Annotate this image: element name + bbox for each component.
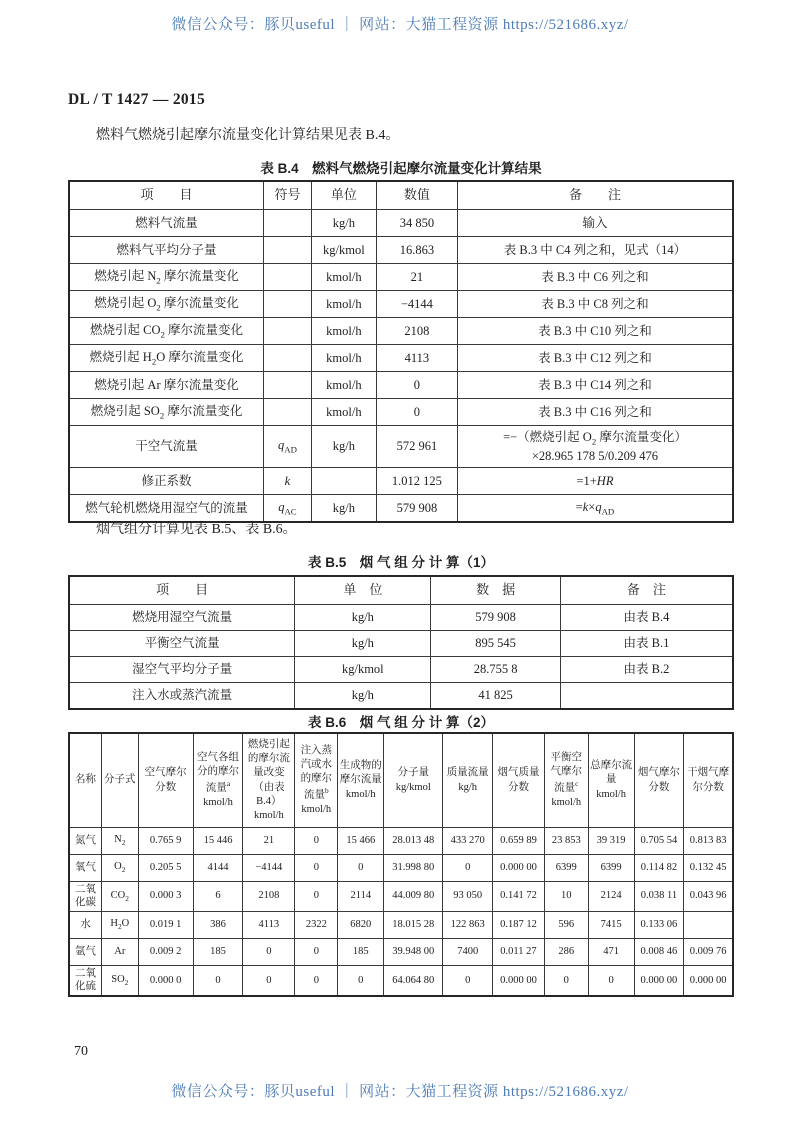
table-cell: 燃烧引起 Ar 摩尔流量变化 [69, 372, 264, 399]
table-cell: 6399 [544, 855, 588, 882]
table-cell: 0.043 96 [684, 882, 733, 912]
column-header: 分子式 [102, 733, 139, 828]
table-cell: kg/h [295, 605, 431, 631]
column-header: 名称 [69, 733, 102, 828]
table-row [69, 495, 733, 523]
table-cell: 23 853 [544, 828, 588, 855]
table-cell: 16.863 [376, 237, 457, 264]
table-cell: 0 [295, 966, 338, 997]
table-cell: 0.765 9 [138, 828, 193, 855]
table-cell: 燃料气平均分子量 [69, 237, 264, 264]
table-cell: 0.038 11 [634, 882, 684, 912]
table-b6 [68, 732, 734, 997]
column-header: 备 注 [560, 576, 733, 605]
table-cell: 0 [544, 966, 588, 997]
table-cell: 燃气轮机燃烧用湿空气的流量 [69, 495, 264, 523]
table-cell: 4144 [193, 855, 243, 882]
table-cell: 895 545 [431, 631, 560, 657]
table-cell: 0 [243, 966, 295, 997]
table-cell: 氩气 [69, 939, 102, 966]
table-cell: 2124 [588, 882, 634, 912]
table-row [69, 912, 733, 939]
table-cell: 579 908 [431, 605, 560, 631]
column-header: 生成物的摩尔流量 kmol/h [338, 733, 384, 828]
table-cell: 93 050 [443, 882, 493, 912]
column-header: 数 据 [431, 576, 560, 605]
table-cell: 7400 [443, 939, 493, 966]
table-cell [684, 912, 733, 939]
table-cell: $SO_2$ [102, 966, 139, 997]
table-cell: 表 B.3 中 C10 列之和 [457, 318, 733, 345]
table-cell: 15 466 [338, 828, 384, 855]
table-cell: 0 [295, 855, 338, 882]
table-cell: 34 850 [376, 210, 457, 237]
column-header: 干烟气摩尔分数 [684, 733, 733, 828]
table-cell: 2322 [295, 912, 338, 939]
header-row [69, 733, 733, 828]
table-cell: 6399 [588, 855, 634, 882]
table-row [69, 318, 733, 345]
table-cell: 0.205 5 [138, 855, 193, 882]
table-cell: 0 [243, 939, 295, 966]
table-cell: 2108 [243, 882, 295, 912]
table-cell [264, 372, 312, 399]
table-cell: 燃烧引起 $SO_2$ 摩尔流量变化 [69, 399, 264, 426]
table-cell: 579 908 [376, 495, 457, 523]
table-cell: 0.011 27 [493, 939, 545, 966]
table-cell: $CO_2$ [102, 882, 139, 912]
table-cell [264, 210, 312, 237]
table-cell: $N_2$ [102, 828, 139, 855]
table-cell: $H_2O$ [102, 912, 139, 939]
table-cell: 64.064 80 [384, 966, 443, 997]
column-header: 备 注 [457, 181, 733, 210]
table-cell: 21 [376, 264, 457, 291]
column-header: 注入蒸汽或水的摩尔流量$^b$ kmol/h [295, 733, 338, 828]
table-cell: 122 863 [443, 912, 493, 939]
table-cell: 0.705 54 [634, 828, 684, 855]
column-header: 平衡空气摩尔流量$^c$ kmol/h [544, 733, 588, 828]
table-b6-title: 表 B.6 烟 气 组 分 计 算（2） [307, 715, 495, 730]
table-row [69, 426, 733, 468]
table-cell: 596 [544, 912, 588, 939]
intro-paragraph-b4: 燃料气燃烧引起摩尔流量变化计算结果见表 B.4。 [96, 128, 400, 143]
table-cell: kmol/h [311, 372, 376, 399]
table-row [69, 210, 733, 237]
table-row [69, 372, 733, 399]
table-cell: 燃烧用湿空气流量 [69, 605, 295, 631]
header-row [69, 576, 733, 605]
column-header: 数值 [376, 181, 457, 210]
table-cell: kmol/h [311, 264, 376, 291]
table-cell [264, 264, 312, 291]
table-b5-title: 表 B.5 烟 气 组 分 计 算（1） [307, 555, 495, 570]
table-cell: 41 825 [431, 683, 560, 710]
table-cell: 471 [588, 939, 634, 966]
table-b4-title: 表 B.4 燃料气燃烧引起摩尔流量变化计算结果 [260, 161, 542, 176]
table-cell: 二氧化碳 [69, 882, 102, 912]
table-cell: 0.114 82 [634, 855, 684, 882]
table-row [69, 237, 733, 264]
table-cell [264, 291, 312, 318]
table-cell [264, 318, 312, 345]
table-cell: kg/h [295, 631, 431, 657]
column-header: 质量流量 kg/h [443, 733, 493, 828]
table-row [69, 264, 733, 291]
table-cell: 0.000 00 [634, 966, 684, 997]
table-cell: 0 [295, 939, 338, 966]
table-cell: 7415 [588, 912, 634, 939]
table-cell: 湿空气平均分子量 [69, 657, 295, 683]
table-cell: 燃烧引起 $N_2$ 摩尔流量变化 [69, 264, 264, 291]
table-cell: 燃料气流量 [69, 210, 264, 237]
table-cell: 注入水或蒸汽流量 [69, 683, 295, 710]
column-header: 空气摩尔分数 [138, 733, 193, 828]
table-cell: 输入 [457, 210, 733, 237]
table-cell: 0 [338, 855, 384, 882]
table-cell: kg/h [311, 495, 376, 523]
column-header: 单 位 [295, 576, 431, 605]
table-row [69, 657, 733, 683]
column-header: 项 目 [69, 576, 295, 605]
table-cell: 由表 B.1 [560, 631, 733, 657]
table-cell: 1.012 125 [376, 468, 457, 495]
table-cell: 0 [295, 882, 338, 912]
table-cell: 0.000 00 [493, 966, 545, 997]
table-row [69, 291, 733, 318]
table-cell: 0.659 89 [493, 828, 545, 855]
table-cell: $=k\times q_{AD}$ [457, 495, 733, 523]
table-cell: kmol/h [311, 345, 376, 372]
standard-number: DL / T 1427 — 2015 [68, 91, 206, 108]
table-cell [264, 237, 312, 264]
table-cell: 0.000 0 [138, 966, 193, 997]
table-cell: 表 B.3 中 C14 列之和 [457, 372, 733, 399]
table-cell: $q_{AD}$ [264, 426, 312, 468]
table-row [69, 399, 733, 426]
table-cell: 44.009 80 [384, 882, 443, 912]
table-cell: kg/h [295, 683, 431, 710]
table-cell: 0.000 00 [493, 855, 545, 882]
table-cell: 18.015 28 [384, 912, 443, 939]
table-row [69, 882, 733, 912]
table-cell: $q_{AC}$ [264, 495, 312, 523]
table-cell: 286 [544, 939, 588, 966]
table-cell: −4144 [243, 855, 295, 882]
table-cell: 0.019 1 [138, 912, 193, 939]
table-cell: 0 [193, 966, 243, 997]
table-cell: =1+HR [457, 468, 733, 495]
table-cell: 0.009 2 [138, 939, 193, 966]
table-cell: kg/kmol [295, 657, 431, 683]
table-b4 [68, 180, 734, 523]
table-cell: 燃烧引起 $O_2$ 摩尔流量变化 [69, 291, 264, 318]
table-cell: −4144 [376, 291, 457, 318]
table-cell: 氧气 [69, 855, 102, 882]
table-cell: kg/kmol [311, 237, 376, 264]
table-cell: 28.013 48 [384, 828, 443, 855]
column-header: 空气各组分的摩尔流量$^a$ kmol/h [193, 733, 243, 828]
table-cell: 由表 B.4 [560, 605, 733, 631]
table-row [69, 966, 733, 997]
table-cell: 4113 [376, 345, 457, 372]
table-cell: k [264, 468, 312, 495]
header-row [69, 181, 733, 210]
table-row [69, 939, 733, 966]
table-cell: 0.000 3 [138, 882, 193, 912]
table-cell: kmol/h [311, 291, 376, 318]
column-header: 项 目 [69, 181, 264, 210]
table-cell: 表 B.3 中 C16 列之和 [457, 399, 733, 426]
table-row [69, 605, 733, 631]
table-cell: 0.000 00 [684, 966, 733, 997]
table-cell: 0 [338, 966, 384, 997]
column-header: 烟气质量分数 [493, 733, 545, 828]
column-header: 烟气摩尔分数 [634, 733, 684, 828]
table-cell [560, 683, 733, 710]
table-cell: 6820 [338, 912, 384, 939]
table-cell: 185 [193, 939, 243, 966]
table-row [69, 855, 733, 882]
table-cell: 433 270 [443, 828, 493, 855]
column-header: 符号 [264, 181, 312, 210]
table-row [69, 345, 733, 372]
table-cell: 0.009 76 [684, 939, 733, 966]
table-cell [264, 399, 312, 426]
table-cell: 0 [295, 828, 338, 855]
column-header: 分子量 kg/kmol [384, 733, 443, 828]
table-cell: 0 [376, 399, 457, 426]
table-cell: 0 [588, 966, 634, 997]
table-cell: 干空气流量 [69, 426, 264, 468]
table-cell: 39.948 00 [384, 939, 443, 966]
table-cell: 15 446 [193, 828, 243, 855]
table-cell: 燃烧引起 $CO_2$ 摩尔流量变化 [69, 318, 264, 345]
table-cell: 572 961 [376, 426, 457, 468]
table-cell: kmol/h [311, 399, 376, 426]
table-cell: 平衡空气流量 [69, 631, 295, 657]
table-cell: 水 [69, 912, 102, 939]
table-cell: Ar [102, 939, 139, 966]
table-cell: 6 [193, 882, 243, 912]
table-cell [264, 345, 312, 372]
table-row [69, 468, 733, 495]
table-cell: 28.755 8 [431, 657, 560, 683]
table-cell: 2108 [376, 318, 457, 345]
table-row [69, 828, 733, 855]
table-cell: 185 [338, 939, 384, 966]
table-cell: kg/h [311, 426, 376, 468]
watermark-bottom: 微信公众号：豚贝useful ｜ 网站：大猫工程资源 https://521686.xyz/ [171, 1084, 629, 1100]
table-cell: 表 B.3 中 C6 列之和 [457, 264, 733, 291]
table-b5 [68, 575, 734, 710]
table-cell: 0 [443, 966, 493, 997]
table-cell: 0 [376, 372, 457, 399]
column-header: 单位 [311, 181, 376, 210]
table-cell: 0.133 06 [634, 912, 684, 939]
table-cell: 0.008 46 [634, 939, 684, 966]
table-cell: 39 319 [588, 828, 634, 855]
table-row [69, 683, 733, 710]
column-header: 燃烧引起的摩尔流量改变（由表 B.4） kmol/h [243, 733, 295, 828]
table-cell: =−（燃烧引起 $O_2$ 摩尔流量变化） ×28.965 178 5/0.209 476 [457, 426, 733, 468]
table-cell: 表 B.3 中 C8 列之和 [457, 291, 733, 318]
table-cell: 修正系数 [69, 468, 264, 495]
table-cell: 31.998 80 [384, 855, 443, 882]
table-cell: 10 [544, 882, 588, 912]
table-cell: $O_2$ [102, 855, 139, 882]
watermark-top: 微信公众号：豚贝useful ｜ 网站：大猫工程资源 https://521686.xyz/ [171, 17, 629, 33]
table-cell: kg/h [311, 210, 376, 237]
table-cell: 4113 [243, 912, 295, 939]
table-cell: 二氧化硫 [69, 966, 102, 997]
table-cell: kmol/h [311, 318, 376, 345]
table-cell: 氮气 [69, 828, 102, 855]
table-cell: 0.141 72 [493, 882, 545, 912]
column-header: 总摩尔流量 kmol/h [588, 733, 634, 828]
table-cell: 2114 [338, 882, 384, 912]
table-cell: 燃烧引起 $H_2O$ 摩尔流量变化 [69, 345, 264, 372]
table-cell: 386 [193, 912, 243, 939]
table-cell [311, 468, 376, 495]
table-cell: 21 [243, 828, 295, 855]
table-row [69, 631, 733, 657]
table-cell: 0.132 45 [684, 855, 733, 882]
intro-paragraph-b5-b6: 烟气组分计算见表 B.5、表 B.6。 [96, 522, 297, 537]
table-cell: 表 B.3 中 C4 列之和，见式（14） [457, 237, 733, 264]
table-cell: 由表 B.2 [560, 657, 733, 683]
table-cell: 0.187 12 [493, 912, 545, 939]
table-cell: 0.813 83 [684, 828, 733, 855]
table-cell: 表 B.3 中 C12 列之和 [457, 345, 733, 372]
page-number: 70 [74, 1044, 88, 1059]
table-cell: 0 [443, 855, 493, 882]
